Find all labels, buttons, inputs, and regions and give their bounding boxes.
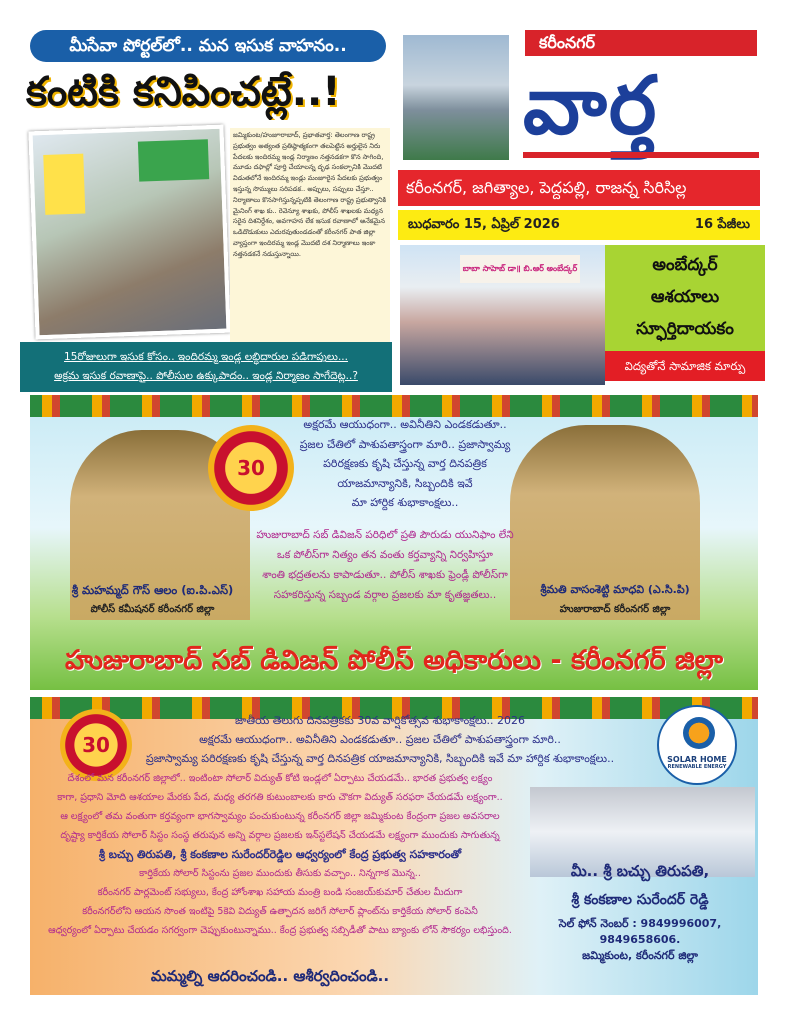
thanks-line: శాంతి భద్రతలను కాపాడుతూ.. పోలీస్ శాఖకు ఫ్రెండ్లీ పోలీస్‌గా [262,569,508,581]
body-line: కరీంనగర్ పార్లమెంట్ సభ్యులు, కేంద్ర హోంశాఖ సహాయ మంత్రి బండి సంజయ్‌కుమార్ చేతుల మీదుగా [97,887,463,898]
feature-title [605,245,765,351]
subhead: 15రోజులుగా ఇసుక కోసం.. ఇందిరమ్మ ఇండ్ల లబ్ధిదారుల పడిగాపులు... [64,351,348,363]
body-line: కరీంనగర్‌లోని ఆయన సొంత ఇంటిపై 5కెవి విద్యుత్ ఉత్పాదన జరిగే సోలార్ ప్లాంట్‌ను కార్తికేయ సోలార్ కంపెనీ [82,906,478,917]
thanks-line: సహకరిస్తున్న సబ్బండ వర్గాల ప్రజలకు మా కృతజ్ఞతలు.. [273,589,497,601]
sun-icon [683,717,715,749]
body-line: కార్తికేయ సోలార్ సిస్టంను ప్రజల ముందుకు తీసుకు వచ్చాం.. నిన్నగాక మొన్న.. [139,868,421,879]
dam-photo [403,35,509,160]
greeting-line: అక్షరమే ఆయుధంగా.. అవినీతిని ఎండకడుతూ.. ప్రజల చేతిలో పాశుపతాస్త్రంగా మారి.. [199,733,561,746]
message-line: పరిరక్షణకు కృషి చేస్తున్న వార్త దినపత్రిక [323,457,487,470]
contact-place: జమ్మికుంట, కరీంనగర్ జిల్లా [582,949,698,962]
body-line: ఆధ్వర్యంలో ఏర్పాటు చేయడం సగర్వంగా చెప్పుకుంటున్నాము.. కేంద్ర ప్రభుత్వ సబ్సిడీతో పాటు బ్యాంకు లోన్ సౌకర్యం లభిస్తుంది. [48,925,512,936]
police-greeting-ad [30,395,758,690]
masthead-logo [515,30,760,162]
lead-subheads [20,342,392,392]
officer-left-name: శ్రీ మహమ్మద్ గౌస్ ఆలం (ఐ.పి.ఎస్) [71,583,234,597]
body-line: ఆ లక్ష్యంలో తమ వంతుగా కర్తవ్యంగా భాగస్వామ్యం పంచుకుంటున్న కరీంనగర్ జిల్లా జమ్మికుంట కేంద్రంగా ప్రజల అవసరాల [60,811,500,822]
body-line: కాగా, ప్రధాని మోది ఆశయాల మేరకు పేద, మధ్య తరగతి కుటుంబాలకు కారు చౌకగా విద్యుత్ సరఫరా చేయడమే లక్ష్యంగా.. [57,792,503,803]
districts-bar: కరీంనగర్, జగిత్యాల, పెద్దపల్లి, రాజన్న సిరిసిల్ల [398,170,760,206]
anniversary-seal: 30 [208,425,294,511]
stage-banner: బాబా సాహెబ్ డా॥ బి.ఆర్ అంబేద్కర్ [460,255,580,283]
anniversary-seal: 30 [60,709,132,781]
lead-headline: కంటికి కనిపించట్లే..! [26,69,341,115]
greeting-line: ప్రజాస్వామ్య పరిరక్షణకు కృషి చేస్తున్న వార్త దినపత్రిక యాజమాన్యానికి, సిబ్బందికి ఇవే మా హార్దిక శుభాకాంక్షలు.. [145,752,615,765]
solar-logo-text: SOLAR HOME [667,755,727,764]
solar-greeting-ad [30,697,758,995]
contact-phone: 9849658606. [599,933,681,946]
names-line: శ్రీ బచ్చు తిరుపతి, శ్రీ కంకణాల సురేందర్‌రెడ్డిల ఆధ్వర్యంలో కేంద్ర ప్రభుత్వ సహకారంతో [98,848,462,861]
contact-name: మీ.. శ్రీ బచ్చు తిరుపతి, [570,862,710,880]
thanks-line: ఒక పోలీస్‌గా నిత్యం తన వంతు కర్తవ్యాన్ని నిర్వహిస్తూ [277,549,493,561]
lead-story-photo [28,125,230,340]
officer-right-title: హుజురాబాద్ కరీంనగర్ జిల్లా [559,604,671,615]
solar-logo-subtext: RENEWABLE ENERGY [667,764,727,770]
feature-title-line: అంబేద్కర్ [652,255,718,275]
contact-name: శ్రీ కంకణాల సురేందర్ రెడ్డి [571,892,709,908]
feature-strip: విద్యతోనే సామాజిక మార్పు [605,351,765,381]
message-line: ప్రజల చేతిలో పాశుపతాస్త్రంగా మారి.. ప్రజాస్వామ్య [299,437,511,451]
thanks-line: హుజురాబాద్ సబ్ డివిజన్ పరిధిలో ప్రతి పౌరుడు యునిఫాం లేని [256,529,514,541]
message-line: అక్షరమే ఆయుధంగా.. అవినీతిని ఎండకడుతూ.. [303,418,507,431]
feature-title-line: స్ఫూర్తిదాయకం [636,319,734,339]
issue-date: బుధవారం 15, ఏప్రిల్ 2026 [408,217,560,232]
contact-phone: సెల్ ఫోన్ నెంబర్ : 9849996007, [558,917,722,930]
subhead: అక్రమ ఇసుక రవాణాపై.. పోలీసుల ఉక్కుపాదం.. ఇండ్ల నిర్మాణం సాగేదెట్ల..? [54,370,358,382]
feature-title-line: ఆశయాలు [650,287,720,307]
body-line: దేశంలో మన కరీంనగర్ జిల్లాలో.. ఇంటింటా సోలార్ విద్యుత్ కోటి ఇండ్లలో ఏర్పాటు చేయడమే.. భారత ప్రభుత్వ లక్ష్యం [67,773,493,784]
garland-decoration [30,395,758,417]
message-line: యాజమాన్యానికి, సిబ్బందికి ఇవే [337,476,473,490]
message-line: మా హార్దిక శుభాకాంక్షలు.. [351,496,459,509]
ambedkar-event-photo [400,245,605,385]
officer-right-name: శ్రీమతి వాసంశెట్టి మాధవి (ఎ.సి.పి) [540,583,690,596]
logo-big-text: వార్త [523,59,659,152]
kicker-banner: మీసేవా పోర్టల్‌లో.. మన ఇసుక వాహనం.. [30,30,386,62]
page-count: 16 పేజీలు [694,217,750,232]
contact-block [522,862,758,965]
officer-left-title: పోలీస్ కమీషనర్ కరీంనగర్ జిల్లా [90,604,215,615]
greeting-line: జాతీయ తెలుగు దినపత్రికకు 30వ వార్షికోత్సవ శుభాకాంక్షలు.. 2026 [235,714,525,727]
lead-article-body: జమ్మికుంట/హుజూరాబాద్, ప్రభాతవార్త: తెలంగాణ రాష్ట్ర ప్రభుత్వం అత్యంత ప్రతిష్ఠాత్మకంగా తలపెట్టిన అర్హులైన నిరు పేదలకు ఇందిరమ్మ ఇండ్ల నిర్మాణం నత్తనడకగా కొన సాగింది, మూడు దఫాల్లో పూర్తి చేయాలన్న దృఢ సంకల్పానికి మొదటి విడుతలోనే ఇందిరమ్మ ఇండ్లు మంజూరైన పేదలకు ప్రభుత్వం ఇస్తున్న సొమ్ములు సరిపడక.. అప్పులు, సప్పులు చేస్తూ.. నిర్మాణాలు కొనసాగిస్తున్నప్పటికి తెలంగాణ రాష్ట్ర ప్రభుత్వానికి మైనింగ్ శాఖ కు.. రెవెన్యూ శాఖకు, పోలీస్ శాఖలకు మధ్యన సరైన దిశనిర్దేశం, అవగాహన లేక ఇసుక రవాణాలో అనేకమైన ఒడిదొడుకులు ఎదురవుతుండడంతో కరీంనగర్ పాత జిల్లా వ్యాప్తంగా ఇందిరమ్మ ఇండ్ల మొదటి దశ నిర్మాణాలు ఇంకా నత్తనడకనే నడుస్తున్నాయి. [230,128,390,343]
solar-home-logo [657,705,737,785]
police-ad-footer: హుజురాబాద్ సబ్ డివిజన్ పోలీస్ అధికారులు - కరీంనగర్ జిల్లా [64,645,724,676]
logo-small-text: కరీంనగర్ [525,30,757,56]
body-line: దృష్ట్యా కార్తికేయ సోలార్ సిస్టం సంస్థ తరుపున అన్ని వర్గాల ప్రజలకు ఇన్‌స్టలేషన్ చేయడమే లక్ష్యంగా ముందుకు సాగుతున్న [60,830,500,841]
closing-line: మమ్మల్ని ఆదరించండి.. ఆశీర్వదించండి.. [150,967,390,985]
dateline-bar [398,210,760,240]
